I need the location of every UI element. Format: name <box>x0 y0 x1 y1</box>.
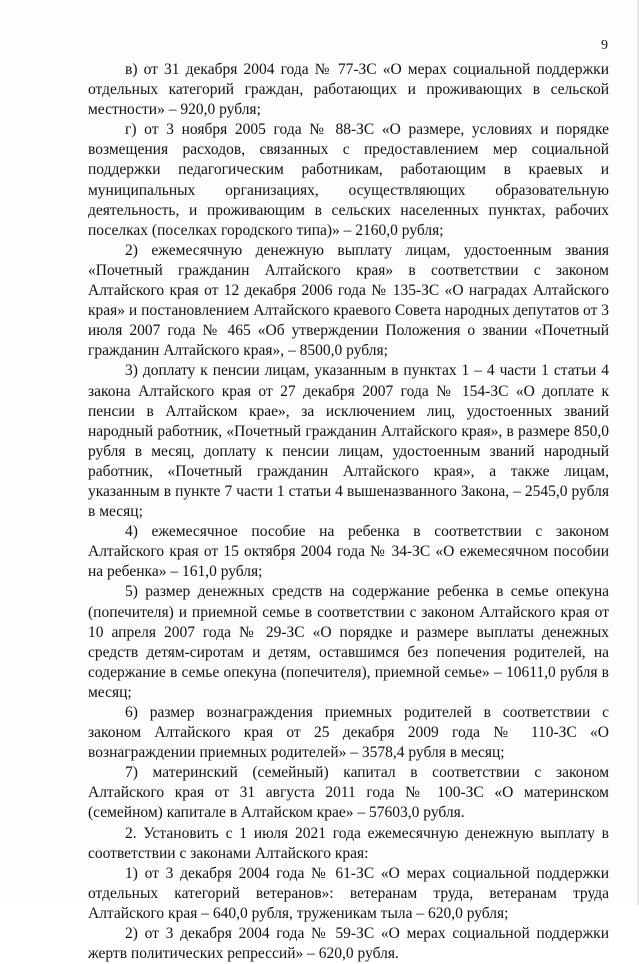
section-2-item-2: 2) от 3 декабря 2004 года № 59-ЗС «О мерах социальной поддержки жертв политических репрессий» – 620,0 рубля. <box>88 925 609 963</box>
paragraph-5: 5) размер денежных средств на содержание ребенка в семье опекуна (попечителя) и приемной семье в соответствии с законом Алтайского края от 10 апреля 2007 года № 29-ЗС «О порядке и размере выплаты денежных средств детям-сиротам и детям, оставшимся без попечения родителей, на содержание в семье опекуна (попечителя), приемной семье» – 10611,0 рубля в месяц; <box>88 583 609 701</box>
paragraph-2: 2) ежемесячную денежную выплату лицам, удостоенным звания «Почетный гражданин Алтайского края» в соответствии с законом Алтайского края от 12 декабря 2006 года № 135-ЗС «О наградах Алтайского края» и постановлением Алтайского краевого Совета народных депутатов от 3 июля 2007 года № 465 «Об утверждении Положения о звании «Почетный гражданин Алтайского края», – 8500,0 рубля; <box>88 241 609 360</box>
paragraph-6: 6) размер вознаграждения приемных родителей в соответствии с законом Алтайского края от 25 декабря 2009 года № 110-ЗС «О вознаграждении приемных родителей» – 3578,4 рубля в месяц; <box>88 704 609 762</box>
paragraph-g: г) от 3 ноября 2005 года № 88-ЗС «О размере, условиях и порядке возмещения расходов, связанных с предоставлением мер социальной поддержки педагогическим работникам, работающим в краевых и муниципальных организациях, осуществляющих образовательную деятельность, и проживающим в сельских населенных пунктах, рабочих поселках (поселках городского типа)» – 2160,0 рубля; <box>88 121 609 239</box>
document-body <box>88 60 609 964</box>
paragraph-7: 7) материнский (семейный) капитал в соответствии с законом Алтайского края от 31 августа 2011 года № 100-ЗС «О материнском (семейном) капитале в Алтайском крае» – 57603,0 рубля. <box>88 764 609 822</box>
paragraph-v: в) от 31 декабря 2004 года № 77-ЗС «О мерах социальной поддержки отдельных категорий граждан, работающих и проживающих в сельской местности» – 920,0 рубля; <box>88 61 609 119</box>
paragraph-3: 3) доплату к пенсии лицам, указанным в пунктах 1 – 4 части 1 статьи 4 закона Алтайского края от 27 декабря 2007 года № 154-ЗС «О доплате к пенсии в Алтайском крае», за исключением лиц, удостоенных званий народный работник, «Почетный гражданин Алтайского края», в размере 850,0 рубля в месяц, доплату к пенсии лицам, удостоенным званий народный работник, «Почетный гражданин Алтайского края», а также лицам, указанным в пункте 7 части 1 статьи 4 вышеназванного Закона, – 2545,0 рубля в месяц; <box>88 362 609 521</box>
page-number: 9 <box>601 38 608 53</box>
paragraph-4: 4) ежемесячное пособие на ребенка в соответствии с законом Алтайского края от 15 октября 2004 года № 34-ЗС «О ежемесячном пособии на ребенка» – 161,0 рубля; <box>88 523 609 581</box>
section-2-item-1: 1) от 3 декабря 2004 года № 61-ЗС «О мерах социальной поддержки отдельных категорий ветеранов»: ветеранам труда, ветеранам труда Алтайского края – 640,0 рубля, труженикам тыла – 620,0 рубля; <box>88 864 609 922</box>
section-2-intro: 2. Установить с 1 июля 2021 года ежемесячную денежную выплату в соответствии с законами Алтайского края: <box>88 824 609 862</box>
